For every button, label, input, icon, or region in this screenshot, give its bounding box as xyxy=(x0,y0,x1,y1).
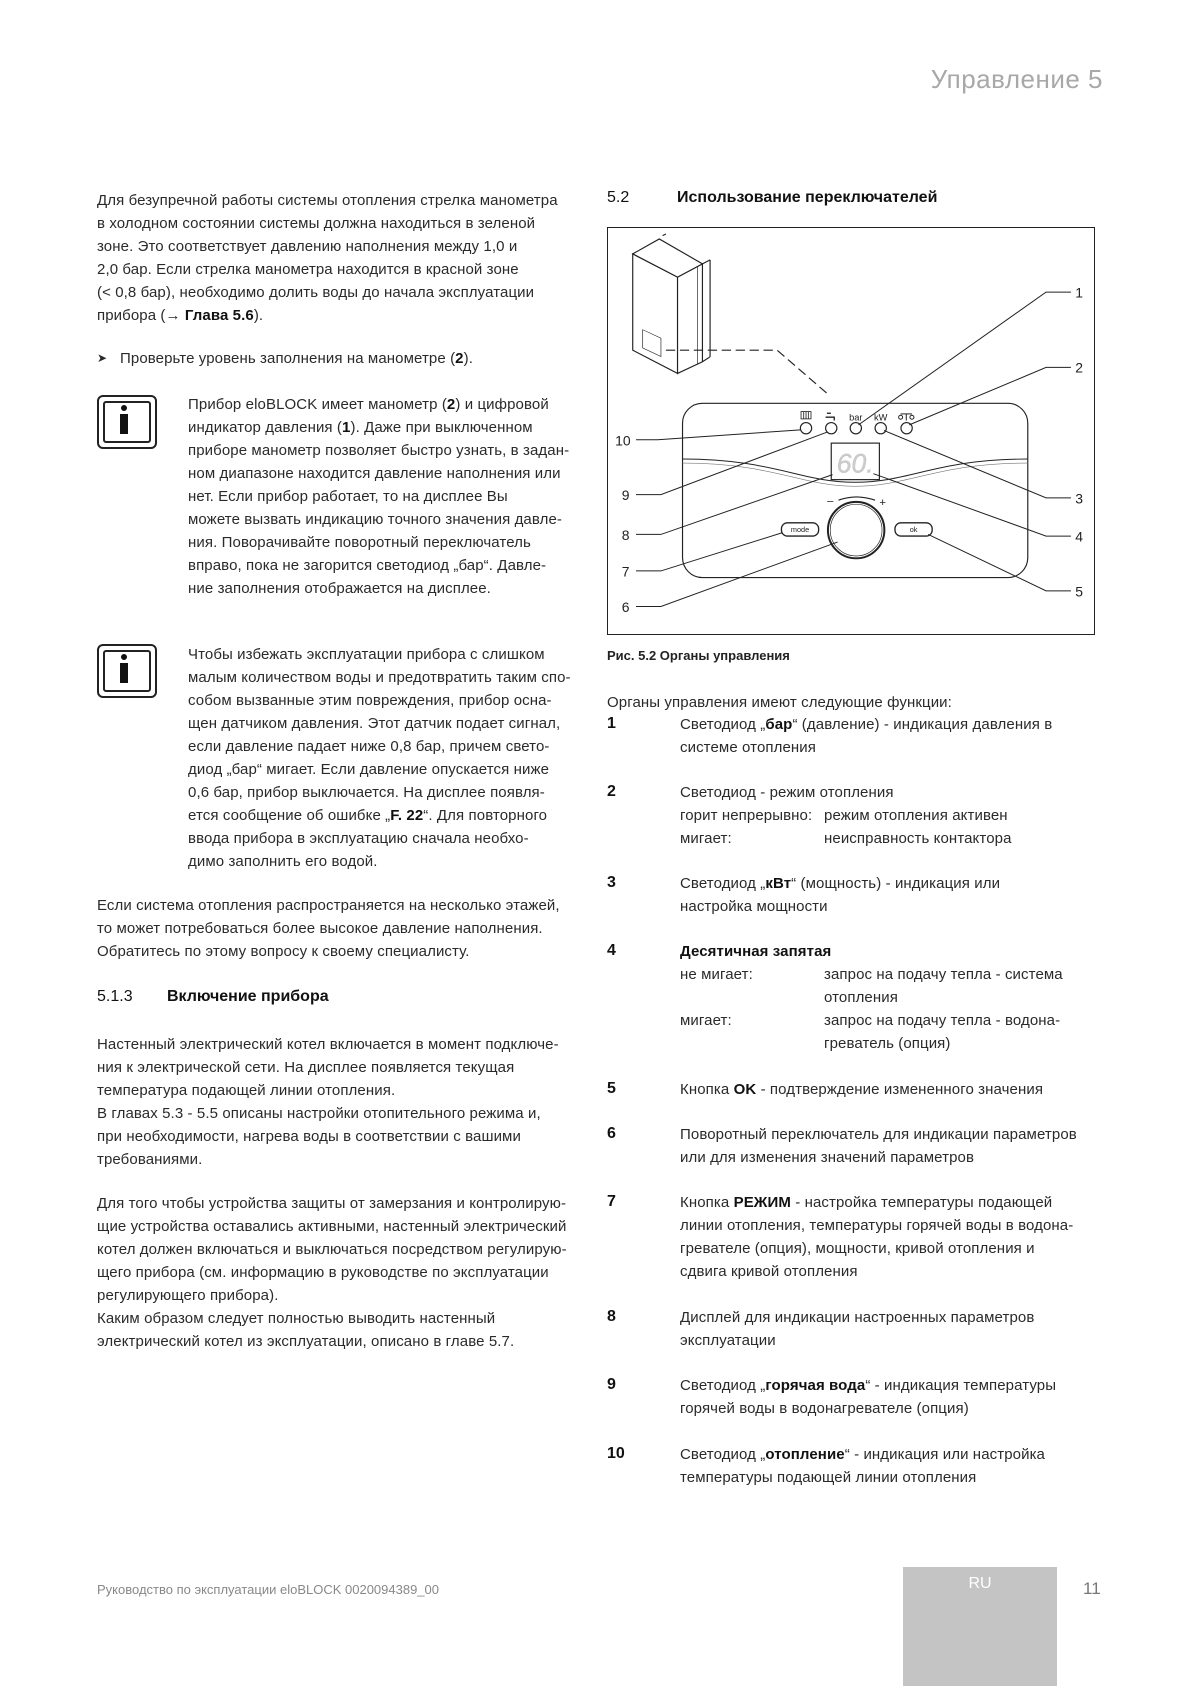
text-line: приборе манометр позволяет быстро узнать, в задан- xyxy=(188,442,570,459)
text-line: Поворотный переключатель для индикации параметров xyxy=(680,1126,1077,1143)
boiler-drawing xyxy=(633,234,710,373)
text-line: при необходимости, нагрева воды в соответствии с вашими xyxy=(97,1128,521,1145)
item-number: 2 xyxy=(607,783,616,800)
text-segment: Кнопка xyxy=(680,1081,734,1098)
text-line: греватель (опция) xyxy=(824,1035,951,1052)
callout-7: 7 xyxy=(621,563,630,580)
bold-text: OK xyxy=(733,1081,757,1098)
text-line: щего прибора (см. информацию в руководстве по эксплуатации xyxy=(97,1264,549,1281)
text-line: сдвига кривой отопления xyxy=(680,1263,858,1280)
text-line xyxy=(680,1078,1100,1101)
item-description xyxy=(680,1078,1100,1101)
text-line: (< 0,8 бар), необходимо долить воды до начала эксплуатации xyxy=(97,284,535,301)
text-line: собом вызванные этим повреждения, прибор осна- xyxy=(188,692,552,709)
text-segment: индикатор давления ( xyxy=(188,419,343,436)
text-segment: ). xyxy=(253,307,264,324)
text-line: системе отопления xyxy=(680,739,817,756)
text-line: то может потребоваться более высокое давление наполнения. xyxy=(97,920,543,937)
callout-10: 10 xyxy=(615,432,631,449)
status-row xyxy=(680,1009,1100,1055)
text-segment: ). Даже при выключенном xyxy=(350,419,533,436)
text-segment: Проверьте уровень заполнения на манометре ( xyxy=(120,350,456,367)
bold-text: Глава 5.6 xyxy=(184,307,254,324)
text-line: горячей воды в водонагревателе (опция) xyxy=(680,1400,969,1417)
text-segment: “ - индикация или настройка xyxy=(844,1446,1046,1463)
text-segment: ). xyxy=(463,350,473,367)
text-line: димо заполнить его водой. xyxy=(188,853,378,870)
text-line: регулирующего прибора). xyxy=(97,1287,279,1304)
item-number: 10 xyxy=(607,1445,625,1462)
controls-intro: Органы управления имеют следующие функции: xyxy=(607,694,952,711)
chapter-header: Управление 5 xyxy=(930,64,1103,94)
item-description xyxy=(680,1191,1100,1283)
text-line: неисправность контактора xyxy=(824,830,1012,847)
bold-text: РЕЖИМ xyxy=(733,1194,791,1211)
text-segment: Светодиод „ xyxy=(680,1377,766,1394)
item-description xyxy=(680,872,1100,918)
bold-text: горячая вода xyxy=(765,1377,866,1394)
text-line xyxy=(188,416,588,439)
item-number: 9 xyxy=(607,1376,616,1393)
text-line: запрос на подачу тепла - система xyxy=(824,966,1063,983)
text-segment: Светодиод „ xyxy=(680,716,766,733)
text-line: Настенный электрический котел включается в момент подключе- xyxy=(97,1036,559,1053)
bullet-check-pressure xyxy=(97,347,592,370)
text-line: электрический котел из эксплуатации, описано в главе 5.7. xyxy=(97,1333,515,1350)
display-value: 60. xyxy=(836,448,874,479)
item-number: 8 xyxy=(607,1308,616,1325)
language-tab: RU xyxy=(903,1567,1057,1686)
text-line xyxy=(188,393,588,416)
item-description xyxy=(680,1306,1100,1352)
item-number: 6 xyxy=(607,1125,616,1142)
info-note-manometer xyxy=(188,393,588,600)
text-line: ния к электрической сети. На дисплее появляется текущая xyxy=(97,1059,515,1076)
text-segment: “ (давление) - индикация давления в xyxy=(792,716,1053,733)
text-line: ние заполнения отображается на дисплее. xyxy=(188,580,491,597)
text-segment: - подтверждение измененного значения xyxy=(756,1081,1044,1098)
callout-1: 1 xyxy=(1075,284,1084,301)
footer-document-title: Руководство по эксплуатации eloBLOCK 0020094389_00 xyxy=(97,1582,439,1597)
item-number: 3 xyxy=(607,874,616,891)
item-number: 4 xyxy=(607,942,616,959)
text-line: Светодиод - режим отопления xyxy=(680,784,894,801)
text-segment: - настройка температуры подающей xyxy=(790,1194,1053,1211)
text-line: котел должен включаться и выключаться посредством регулирую- xyxy=(97,1241,567,1258)
text-line: Если система отопления распространяется на несколько этажей, xyxy=(97,897,560,914)
item-description xyxy=(680,1443,1100,1489)
status-value xyxy=(824,804,1008,827)
text-line: малым количеством воды и предотвратить таким спо- xyxy=(188,669,571,686)
callout-8: 8 xyxy=(621,527,630,544)
item-number: 5 xyxy=(607,1080,616,1097)
text-line: зоне. Это соответствует давлению наполнения между 1,0 и xyxy=(97,238,518,255)
text-line xyxy=(680,1374,1100,1397)
bold-text: 2 xyxy=(455,350,464,367)
info-icon xyxy=(97,644,157,698)
text-segment: ется сообщение об ошибке „ xyxy=(188,807,391,824)
text-line xyxy=(680,1443,1100,1466)
bold-text: отопление xyxy=(765,1446,845,1463)
item-description xyxy=(680,781,1100,850)
text-line: гревателе (опция), мощности, кривой отопления и xyxy=(680,1240,1035,1257)
text-line: температура подающей линии отопления. xyxy=(97,1082,396,1099)
text-segment: “ (мощность) - индикация или xyxy=(791,875,1001,892)
bold-text: 2 xyxy=(446,396,456,413)
text-line: диод „бар“ мигает. Если давление опускается ниже xyxy=(188,761,550,778)
text-line: Чтобы избежать эксплуатации прибора с слишком xyxy=(188,646,545,663)
status-row xyxy=(680,804,1100,827)
status-label: не мигает: xyxy=(680,966,753,983)
text-line: нет. Если прибор работает, то на дисплее Вы xyxy=(188,488,508,505)
mode-button-label: mode xyxy=(790,525,810,535)
text-line: Каким образом следует полностью выводить настенный xyxy=(97,1310,496,1327)
paragraph-pressure xyxy=(97,189,592,327)
text-line xyxy=(120,347,473,370)
arrow-bullet-icon: ➤ xyxy=(97,351,108,365)
text-segment: Прибор eloBLOCK имеет манометр ( xyxy=(188,396,447,413)
text-segment: Светодиод „ xyxy=(680,1446,766,1463)
bold-text: кВт xyxy=(765,875,792,892)
paragraph-switch-on xyxy=(97,1033,592,1171)
text-line: вправо, пока не загорится светодиод „бар“. Давле- xyxy=(188,557,547,574)
minus-label: – xyxy=(827,495,834,508)
info-icon xyxy=(97,395,157,449)
text-line: в холодном состоянии системы должна находиться в зеленой xyxy=(97,215,536,232)
status-value xyxy=(824,827,1012,850)
status-label: горит непрерывно: xyxy=(680,807,813,824)
control-panel-outline xyxy=(683,403,1028,577)
callout-9: 9 xyxy=(621,487,630,504)
ok-button-label: ok xyxy=(909,525,918,535)
text-segment: прибора (→ xyxy=(97,307,185,324)
status-row xyxy=(680,827,1100,850)
text-line: эксплуатации xyxy=(680,1332,776,1349)
text-line: ния. Поворачивайте поворотный переключатель xyxy=(188,534,531,551)
figure-caption: Рис. 5.2 Органы управления xyxy=(607,648,790,663)
item-description xyxy=(680,713,1100,759)
section-heading-5-1-3: 5.1.3 Включение прибора xyxy=(97,988,329,1005)
bold-text: 1 xyxy=(342,419,351,436)
callout-5: 5 xyxy=(1075,583,1084,600)
text-segment: Светодиод „ xyxy=(680,875,766,892)
text-segment: Кнопка xyxy=(680,1194,734,1211)
text-line: или для изменения значений параметров xyxy=(680,1149,975,1166)
item-number: 7 xyxy=(607,1193,616,1210)
text-line: линии отопления, температуры горячей воды в водона- xyxy=(680,1217,1074,1234)
status-value xyxy=(824,963,1063,1009)
text-line: температуры подающей линии отопления xyxy=(680,1469,977,1486)
control-panel-figure xyxy=(607,227,1095,635)
callout-2: 2 xyxy=(1075,359,1084,376)
text-line xyxy=(97,304,592,327)
status-value xyxy=(824,1009,1060,1055)
text-line: Для того чтобы устройства защиты от замерзания и контролирую- xyxy=(97,1195,567,1212)
text-segment: “. Для повторного xyxy=(423,807,548,824)
status-row xyxy=(680,963,1100,1009)
item-number: 1 xyxy=(607,715,616,732)
bold-text: Десятичная запятая xyxy=(680,943,832,960)
paragraph-frost-protection xyxy=(97,1192,592,1353)
text-line: настройка мощности xyxy=(680,898,828,915)
text-segment: “ - индикация температуры xyxy=(865,1377,1057,1394)
status-label: мигает: xyxy=(680,830,732,847)
status-label: мигает: xyxy=(680,1012,732,1029)
text-line: Обратитесь по этому вопросу к своему специалисту. xyxy=(97,943,470,960)
section-heading-5-2: 5.2 Использование переключателей xyxy=(607,189,938,206)
callout-4: 4 xyxy=(1075,528,1084,545)
text-line: запрос на подачу тепла - водона- xyxy=(824,1012,1061,1029)
info-note-pressure-sensor xyxy=(188,643,588,873)
text-line xyxy=(680,872,1100,895)
text-line: 2,0 бар. Если стрелка манометра находится в красной зоне xyxy=(97,261,519,278)
text-line: отопления xyxy=(824,989,898,1006)
bar-label: bar xyxy=(849,412,863,423)
paragraph-multistorey xyxy=(97,894,592,963)
item-description xyxy=(680,1123,1100,1169)
plus-label: + xyxy=(879,497,887,510)
text-line: ном диапазоне находится давление наполнения или xyxy=(188,465,561,482)
bullet-text xyxy=(120,347,473,370)
text-line: щен датчиком давления. Этот датчик подает сигнал, xyxy=(188,715,561,732)
kw-label: kW xyxy=(874,412,888,423)
text-line: Для безупречной работы системы отопления стрелка манометра xyxy=(97,192,558,209)
text-line xyxy=(680,713,1100,736)
callout-3: 3 xyxy=(1075,490,1084,507)
page-number: 11 xyxy=(1083,1579,1101,1598)
bold-text: бар xyxy=(765,716,793,733)
text-line: Дисплей для индикации настроенных параметров xyxy=(680,1309,1035,1326)
text-line: если давление падает ниже 0,8 бар, причем свето- xyxy=(188,738,550,755)
text-line: В главах 5.3 - 5.5 описаны настройки отопительного режима и, xyxy=(97,1105,541,1122)
text-line xyxy=(680,1191,1100,1214)
text-line: режим отопления активен xyxy=(824,807,1008,824)
bold-text: F. 22 xyxy=(390,807,424,824)
item-description xyxy=(680,940,1100,1055)
text-line: ввода прибора в эксплуатацию сначала необхо- xyxy=(188,830,529,847)
text-line: щие устройства оставались активными, настенный электрический xyxy=(97,1218,567,1235)
callout-6: 6 xyxy=(621,599,630,616)
text-line: можете вызвать индикацию точного значения давле- xyxy=(188,511,562,528)
text-segment: ) и цифровой xyxy=(455,396,549,413)
text-line: требованиями. xyxy=(97,1151,203,1168)
item-description xyxy=(680,1374,1100,1420)
text-line xyxy=(188,804,588,827)
text-line: 0,6 бар, прибор выключается. На дисплее появля- xyxy=(188,784,545,801)
text-line xyxy=(680,940,1100,963)
